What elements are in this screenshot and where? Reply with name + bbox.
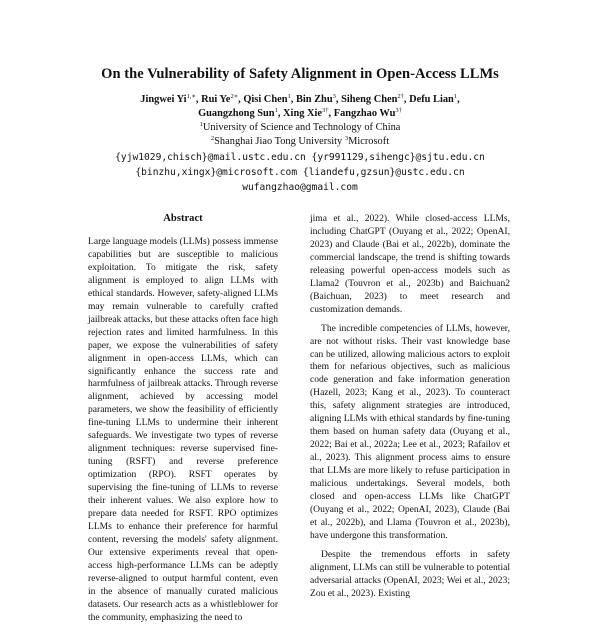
paragraph: Despite the tremendous efforts in safety alignment, LLMs can still be vulnerable to potential adversarial attacks (OpenAI, 2023; Wei et al., 2023; Zou et al., 2023). Existing (310, 548, 510, 599)
author-mark: 1,∗ (186, 93, 196, 100)
email-line: {binzhu,xingx}@microsoft.com {liandefu,gzsun}@ustc.edu.cn (135, 167, 465, 178)
author-name: Defu Lian (409, 94, 454, 105)
paragraph: jima et al., 2022). While closed-access LLMs, including ChatGPT (Ouyang et al., 2022; OpenAI, 2023) and Claude (Bai et al., 2022b), dominate the commercial landscape, the trend is shifting towards releasing powerful open-access models such as Llama2 (Touvron et al., 2023b) and Baichuan2 (Baichuan, 2023) to meet research and customization demands. (310, 213, 510, 315)
author-name: Guangzhong Sun (198, 108, 275, 119)
affiliation-text: Microsoft (348, 136, 390, 147)
author-name: Qisi Chen (243, 94, 288, 105)
affiliation-2 (0, 136, 600, 147)
email-block (0, 150, 600, 195)
author-list: Jingwei $Yi^{1,∗}$, Rui $Ye^{2∗}$, Qisi Chen$^1$, Bin Zhu$^3$, Siheng Chen$^{2\dagger}$, Defu Lian$^1$, Guangzhong Sun$^1$, Xing Xie$^{3\dagger}$, Fangzhao $Wu^{3\dagger}$ (140, 93, 460, 119)
affiliation-mark: 2 (210, 135, 215, 142)
paragraph: The incredible competencies of LLMs, however, are not without risks. Their vast knowledge base can be utilized, allowing malicious actors to exploit them for nefarious objectives, such as malicious code generation and fake information generation (Hazell, 2023; Kang et al., 2023). To counteract this, safety alignment strategies are introduced, aligning LLMs with ethical standards by fine-tuning them based on human safety data (Ouyang et al., 2022; Bai et al., 2022a; Lee et al., 2023; Rafailov et al., 2023). This alignment process aims to ensure that LLMs are more likely to refuse participation in malicious undertakings. Several models, both closed and open-access LLMs like ChatGPT (Ouyang et al., 2022; OpenAI, 2023), Claude (Bai et al., 2022b), and Llama (Touvron et al., 2023b), have undergone this transformation. (310, 322, 510, 541)
affiliation-text: University of Science and Technology of China (202, 122, 401, 133)
affiliation-mark: 1 (199, 121, 203, 128)
author-mark: 2† (397, 93, 404, 100)
introduction-column (310, 213, 510, 607)
abstract-heading: Abstract (163, 213, 203, 224)
author-mark: 3† (395, 107, 402, 114)
author-mark: 1 (453, 93, 458, 100)
affiliation-text: Shanghai Jiao Tong University (214, 136, 343, 147)
email-line: wufangzhao@gmail.com (242, 182, 358, 193)
author-mark: 3 (332, 93, 336, 100)
author-name: Bin Zhu (295, 94, 333, 105)
email-line: {yjw1029,chisch}@mail.ustc.edu.cn {yr991129,sihengc}@sjtu.edu.cn (115, 152, 485, 163)
affiliation-1 (0, 122, 600, 133)
paper-title: On the Vulnerability of Safety Alignment in Open-Access LLMs (101, 66, 499, 82)
abstract-body: Large language models (LLMs) possess immense capabilities but are susceptible to malicious exploitation. To mitigate the risk, safety alignment is employed to align LLMs with ethical standards. However, safety-aligned LLMs may remain vulnerable to carefully crafted jailbreak attacks, but these attacks often face high rejection rates and limited harmfulness. In this paper, we expose the vulnerabilities of safety alignment in open-access LLMs, which can significantly enhance the success rate and harmfulness of jailbreak attacks. Through reverse alignment, achieved by accessing model parameters, we show the feasibility of efficiently fine-tuning LLMs to undermine their inherent safeguards. We investigate two types of reverse alignment techniques: reverse supervised fine-tuning (RSFT) and reverse preference optimization (RPO). RSFT operates by supervising the fine-tuning of LLMs to reverse their inherent values. We also explore how to prepare data needed for RSFT. RPO optimizes LLMs to enhance their preference for harmful content, reversing the models' safety alignment. Our extensive experiments reveal that open-access high-performance LLMs can be adeptly reverse-aligned to output harmful content, even in the absence of manually curated malicious datasets. Our research acts as a whistleblower for the community, emphasizing the need to (88, 236, 278, 623)
author-name: Xing Xie (283, 108, 323, 119)
affiliation-mark: 3 (344, 135, 349, 142)
author-mark: 1 (287, 93, 291, 100)
author-mark: 1 (274, 107, 278, 114)
author-name: Jingwei Yi (140, 94, 187, 105)
author-name: Siheng Chen (341, 94, 398, 105)
author-name: Fangzhao Wu (333, 108, 396, 119)
author-mark: 2∗ (230, 93, 239, 100)
author-name: Rui Ye (201, 94, 231, 105)
author-mark: 3† (322, 107, 329, 114)
